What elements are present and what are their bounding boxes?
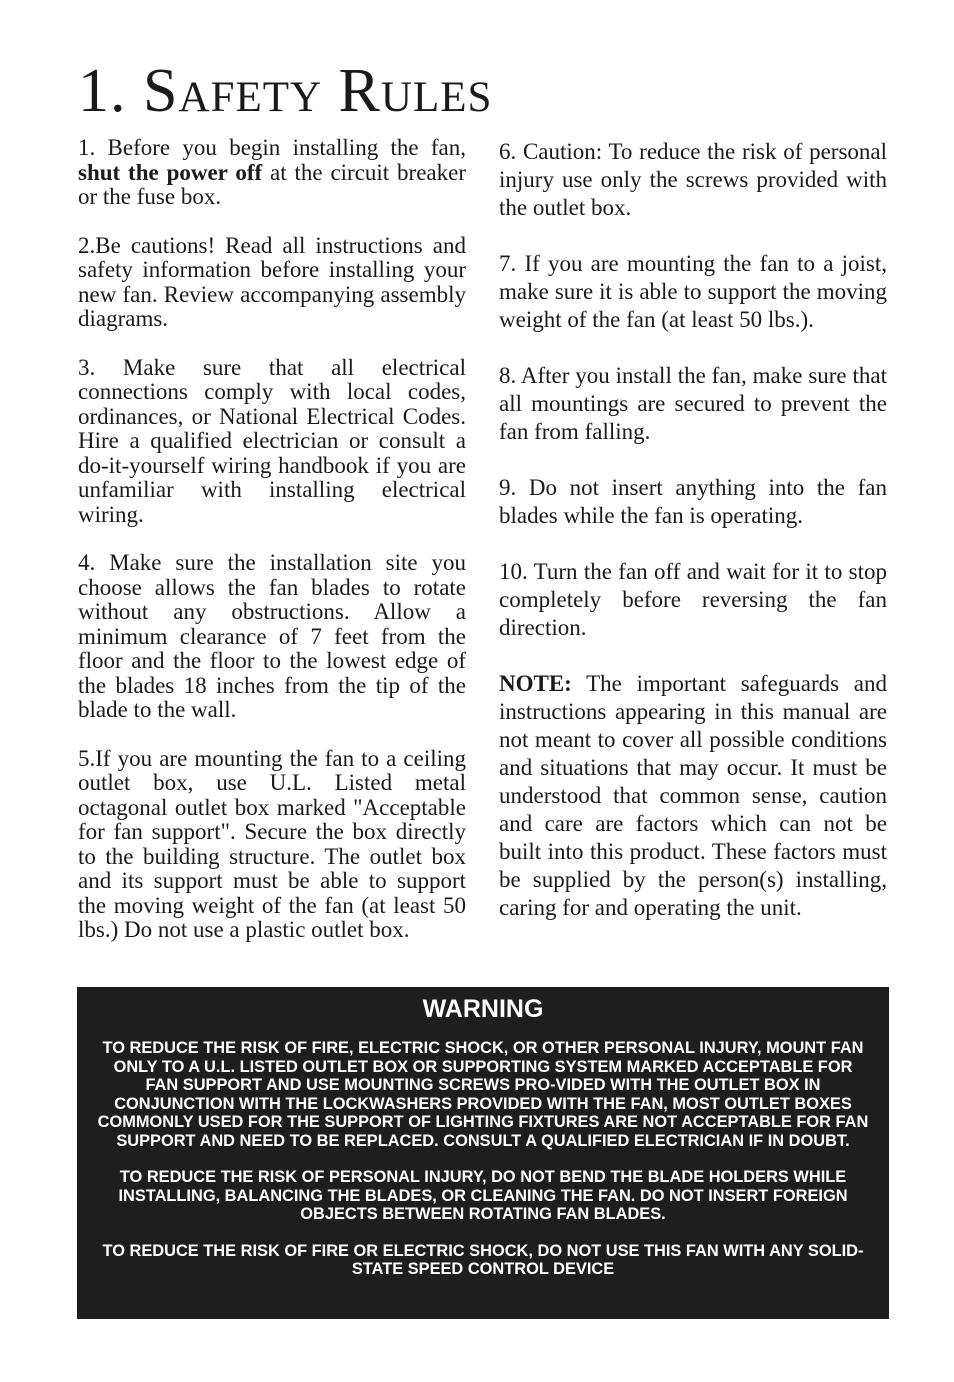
rule-9: 9. Do not insert anything into the fan blades while the fan is operating.: [499, 475, 887, 528]
warning-paragraph-1: TO REDUCE THE RISK OF FIRE, ELECTRIC SHOCK, OR OTHER PERSONAL INJURY, MOUNT FAN ONLY TO A U.L. LISTED OUTLET BOX OR SUPPORTING SYSTEM MARKED ACCEPTABLE FOR FAN SUPPORT AND USE MOUNTING SCREWS PRO-VIDED WITH THE OUTLET BOX IN CONJUNCTION WITH THE LOCKWASHERS PROVIDED WITH THE FAN, MOST OUTLET BOXES COMMONLY USED FOR THE SUPPORT OF LIGHTING FIXTURES ARE NOT ACCEPTABLE FOR FAN SUPPORT AND NEED TO BE REPLACED. CONSULT A QUALIFIED ELECTRICIAN IF IN DOUBT.: [97, 1039, 869, 1150]
left-column: [78, 136, 466, 967]
rule-4: 4. Make sure the installation site you choose allows the fan blades to rotate without any obstructions. Allow a minimum clearance of 7 feet from the floor and the floor to the lowest edge of the blades 18 inches from the tip of the blade to the wall.: [78, 550, 466, 722]
rule-1: [78, 136, 466, 210]
page-title: 1. Safety Rules: [78, 57, 493, 125]
warning-paragraph-3: TO REDUCE THE RISK OF FIRE OR ELECTRIC SHOCK, DO NOT USE THIS FAN WITH ANY SOLID-STATE SPEED CONTROL DEVICE: [102, 1241, 864, 1278]
rule-10: 10. Turn the fan off and wait for it to stop completely before reversing the fan direction.: [499, 559, 887, 640]
note-label: NOTE:: [499, 671, 572, 696]
rule-2: 2.Be cautions! Read all instructions and safety information before installing your new fan. Review accompanying assembly diagrams.: [78, 232, 466, 331]
rule-6: 6. Caution: To reduce the risk of personal injury use only the screws provided with the outlet box.: [499, 139, 887, 220]
warning-heading: WARNING: [422, 995, 544, 1023]
warning-box: [77, 987, 889, 1319]
warning-paragraph-2: TO REDUCE THE RISK OF PERSONAL INJURY, DO NOT BEND THE BLADE HOLDERS WHILE INSTALLING, BALANCING THE BLADES, OR CLEANING THE FAN. DO NOT INSERT FOREIGN OBJECTS BETWEEN ROTATING FAN BLADES.: [118, 1168, 848, 1223]
rule-3: 3. Make sure that all electrical connections comply with local codes, ordinances, or National Electrical Codes. Hire a qualified electrician or consult a do-it-yourself wiring handbook if you are unfamiliar with installing electrical wiring.: [78, 354, 466, 527]
rule-7: 7. If you are mounting the fan to a joist, make sure it is able to support the moving weight of the fan (at least 50 lbs.).: [499, 251, 887, 332]
rule-8: 8. After you install the fan, make sure that all mountings are secured to prevent the fan from falling.: [499, 363, 887, 444]
rule-1-text: 1. Before you begin installing the fan,: [78, 135, 466, 160]
rule-1-emphasis: shut the power off: [78, 159, 263, 185]
note-text: The important safeguards and instructions appearing in this manual are not meant to cover all possible conditions and situations that may occur. It must be understood that common sense, caution and care are factors which can not be built into this product. These factors must be supplied by the person(s) installing, caring for and operating the unit.: [499, 671, 887, 920]
note: [499, 670, 887, 922]
right-column: [499, 138, 887, 950]
rule-5: 5.If you are mounting the fan to a ceiling outlet box, use U.L. Listed metal octagonal outlet box marked "Acceptable for fan support". Secure the box directly to the building structure. The outlet box and its support must be able to support the moving weight of the fan (at least 50 lbs.) Do not use a plastic outlet box.: [78, 745, 466, 942]
rule-1-suffix: at the circuit breaker or the fuse box.: [78, 159, 467, 209]
